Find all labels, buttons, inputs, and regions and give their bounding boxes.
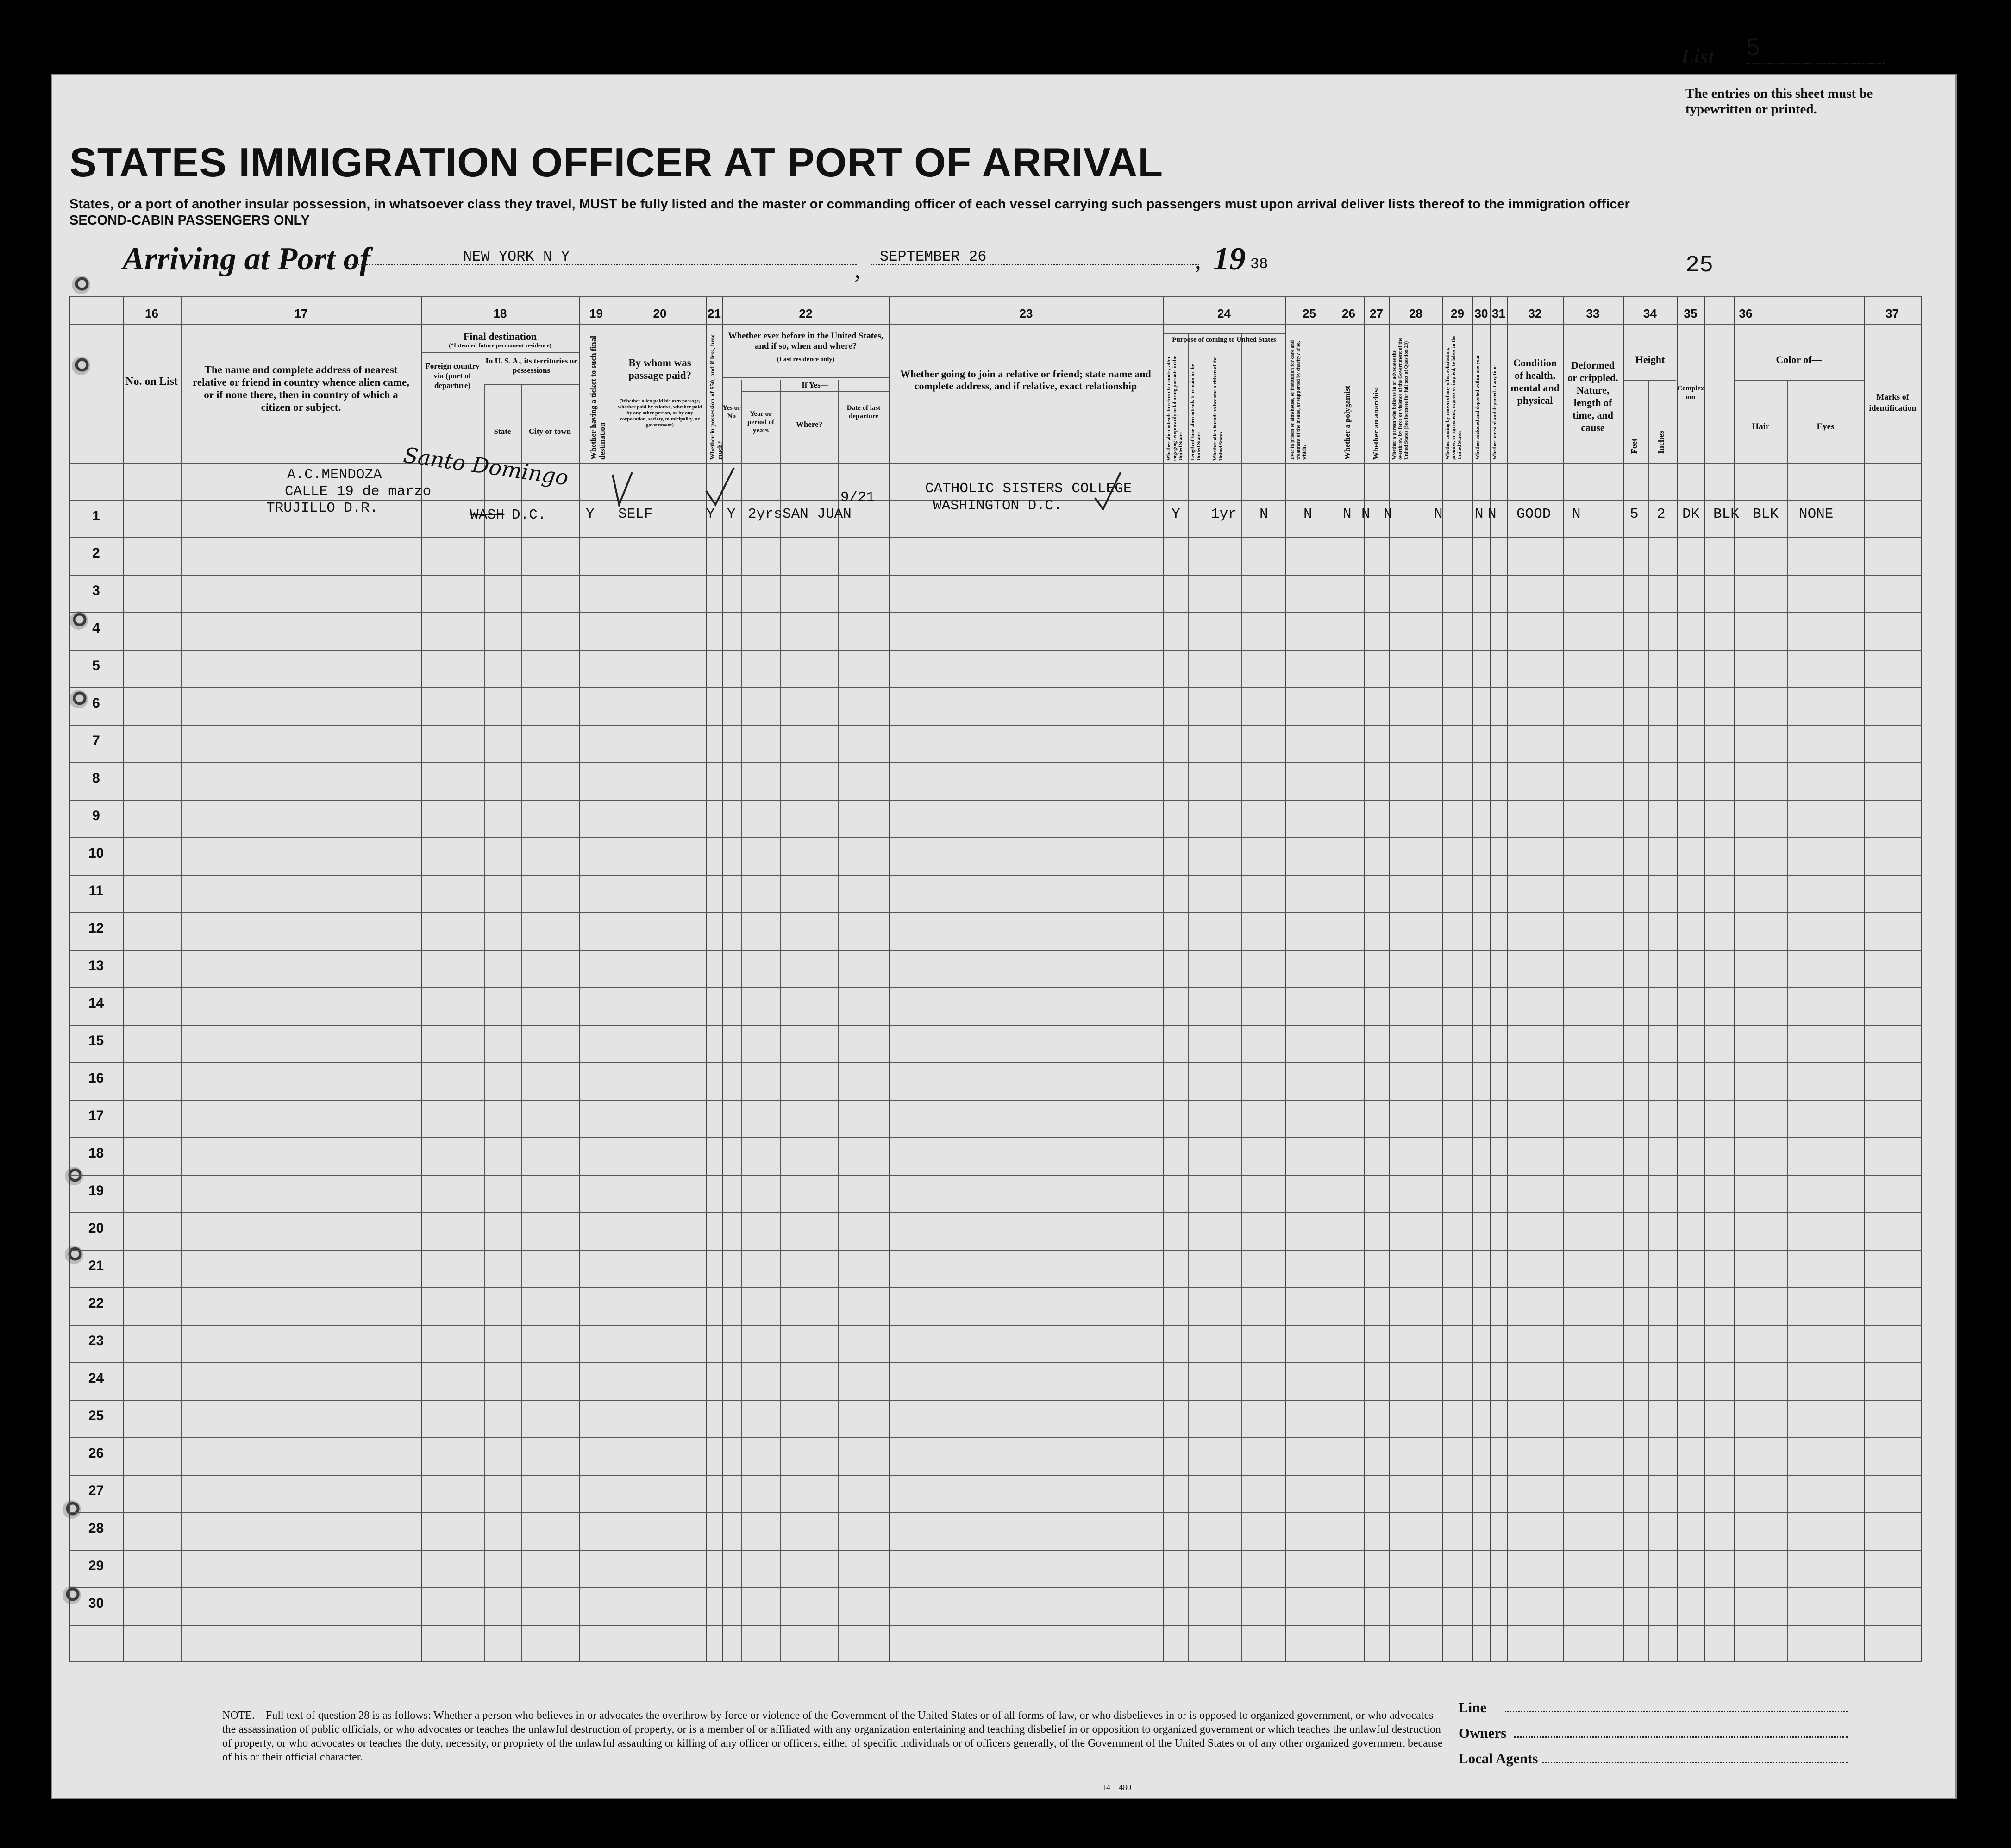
row-number: 10 — [88, 846, 104, 861]
column-number: 30 — [1474, 307, 1488, 320]
column-number: 18 — [493, 307, 507, 320]
manifest-table — [69, 296, 1922, 1662]
header-hair: Hair — [1752, 422, 1770, 432]
row-number: 25 — [88, 1408, 104, 1423]
header-anarchist: Whether an anarchist — [1372, 386, 1380, 460]
header-health: Condition of health, mental and physical — [1510, 357, 1560, 406]
header-inches: Inches — [1656, 430, 1666, 454]
row-number: 5 — [92, 658, 100, 673]
header-by-whom-paid: By whom was passage paid? — [628, 357, 692, 381]
header-year-period: Year or period of years — [747, 410, 774, 434]
header-usa: In U. S. A., its territories or possessions — [485, 357, 577, 375]
list-label: List — [1681, 44, 1714, 68]
header-excluded: Whether excluded and deported within one year — [1475, 355, 1480, 460]
passenger-class: SECOND-CABIN PASSENGERS ONLY — [69, 213, 310, 228]
line-fill — [1505, 1711, 1848, 1712]
deported-value: N — [1488, 506, 1497, 522]
header-complexion: Complexion — [1677, 385, 1704, 401]
header-color-of: Color of— — [1776, 354, 1822, 365]
destination-city: D.C. — [512, 507, 546, 523]
column-number: 37 — [1886, 307, 1899, 320]
period-value: 2yrs — [748, 506, 783, 522]
column-number: 32 — [1528, 307, 1542, 320]
header-arrested: Whether arrested and deported at any time — [1492, 365, 1497, 460]
sheet-number: 25 — [1685, 252, 1714, 279]
header-deformed: Deformed or crippled. Nature, length of time, and cause — [1567, 359, 1618, 433]
join-relative-line1: CATHOLIC SISTERS COLLEGE — [925, 481, 1132, 497]
complexion-value: DK — [1682, 506, 1700, 522]
row-number: 7 — [92, 733, 100, 748]
row-number: 23 — [88, 1333, 104, 1348]
relative-city: TRUJILLO D.R. — [266, 500, 378, 516]
row-number: 6 — [92, 695, 100, 711]
paid-by-value: SELF — [618, 506, 653, 522]
row-number: 15 — [88, 1033, 104, 1048]
height-inches-value: 2 — [1657, 506, 1666, 522]
polygamist-value: N — [1343, 506, 1352, 522]
arriving-label: Arriving at Port of — [123, 241, 370, 277]
row-number: 8 — [92, 771, 100, 786]
header-yes-or-no: Yes or No — [722, 404, 741, 420]
purpose-citizen-value: N — [1259, 506, 1268, 522]
anarchist-value: N — [1361, 506, 1370, 522]
comma-separator: , — [854, 255, 861, 284]
purpose-length-value: 1yr — [1211, 506, 1237, 522]
header-final-destination: Final destination — [463, 331, 537, 342]
year-prefix: 19 — [1213, 241, 1246, 277]
row-number: 27 — [88, 1483, 104, 1498]
join-relative-line2: WASHINGTON D.C. — [933, 498, 1063, 514]
row-number: 29 — [88, 1558, 104, 1573]
header-feet: Feet — [1629, 439, 1639, 454]
row-number: 20 — [88, 1221, 104, 1236]
column-number: 28 — [1409, 307, 1422, 320]
header-join-relative: Whether going to join a relative or friend; state name and complete address, and if relative, exact relationship — [900, 368, 1151, 392]
column-number: 31 — [1492, 307, 1505, 320]
column-number: 19 — [589, 307, 603, 320]
header-eyes: Eyes — [1817, 422, 1835, 432]
excluded-value: N — [1475, 506, 1484, 522]
column-number: 33 — [1586, 307, 1600, 320]
header-where: Where? — [796, 420, 823, 429]
row-number: 4 — [92, 620, 100, 636]
marks-value: NONE — [1799, 506, 1834, 522]
column-number: 17 — [294, 307, 308, 320]
header-height: Height — [1635, 354, 1665, 365]
header-if-yes: If Yes— — [802, 381, 828, 389]
column-number: 22 — [799, 307, 813, 320]
row-number: 24 — [88, 1371, 104, 1386]
last-departure-value: 9/21 — [840, 489, 875, 506]
comma-separator: , — [1195, 246, 1201, 275]
prison-value: N — [1303, 506, 1312, 522]
owners-label: Owners — [1459, 1725, 1507, 1741]
port-value: NEW YORK N Y — [463, 248, 570, 265]
port-fill-line — [347, 264, 857, 265]
punch-hole-icon — [72, 276, 90, 294]
eyes-value: BLK — [1753, 506, 1779, 522]
list-number: 5 — [1746, 35, 1885, 64]
row-number: 17 — [88, 1108, 104, 1123]
row-number: 26 — [88, 1446, 104, 1461]
header-polygamist: Whether a polygamist — [1343, 385, 1352, 460]
column-number: 21 — [708, 307, 721, 320]
header-foreign-country: Foreign country via (port of departure) — [425, 362, 480, 390]
owners-fill — [1514, 1736, 1848, 1738]
header-offer: Whether coming by reason of any offer, solicitation, promise, or agreement, express or implied, to labor in the United States — [1445, 335, 1462, 460]
year-suffix: 38 — [1250, 256, 1268, 273]
typewritten-note: The entries on this sheet must be typewritten or printed. — [1685, 86, 1873, 117]
column-number: 23 — [1019, 307, 1033, 320]
header-purpose: Purpose of coming to United States — [1172, 336, 1276, 344]
header-purpose-citizen: Whether alien intends to become a citizen of the United States — [1212, 357, 1224, 461]
header-final-destination-note: (*Intended future permanent residence) — [449, 342, 551, 349]
form-title: STATES IMMIGRATION OFFICER AT PORT OF ARRIVAL — [69, 139, 1164, 185]
deformed-value: N — [1572, 506, 1581, 522]
offer-value: N — [1434, 506, 1443, 522]
header-ever-before-note: (Last residence only) — [777, 356, 835, 363]
health-value: GOOD — [1516, 506, 1551, 522]
header-last-departure: Date of last departure — [846, 404, 881, 420]
header-prison: Ever in prison or almshouse, or institution for care and treatment of the insane, or supported by charity? If so, which? — [1290, 340, 1307, 460]
check-mark-icon — [704, 465, 736, 512]
question-28-note: NOTE.—Full text of question 28 is as follows: Whether a person who believes in or advocates the overthrow by force or violence of the Government of the United States or of all forms of law, or who disbelieves in or is opposed to organized government, or who advocates the assassination of public officials, or who advocates or teaches the unlawful destruction of property, or is a member of or affiliated with any organization entertaining and teaching disbelief in or opposition to organized government or which teaches the unlawful destruction of property, or who advocates or teaches the duty, necessity, or propriety of the unlawful assaulting or killing of any officer or officers, either of specific individuals or of officers generally, of the Government of the United States or of any other organized government because of his or their official character. — [222, 1710, 1443, 1763]
local-agents-label: Local Agents — [1459, 1750, 1538, 1767]
line-label: Line — [1459, 1699, 1487, 1716]
row-number: 14 — [88, 996, 104, 1011]
row-number: 19 — [88, 1183, 104, 1198]
column-number: 34 — [1643, 307, 1657, 320]
purpose-return-value: Y — [1172, 506, 1180, 522]
row-number: 22 — [88, 1296, 104, 1311]
overthrow-value: N — [1384, 506, 1392, 522]
ever-before-value: Y — [727, 506, 736, 522]
check-mark-icon — [1093, 470, 1125, 516]
destination-state: WASH — [470, 507, 505, 523]
relative-street: CALLE 19 de marzo — [285, 483, 432, 500]
header-relative-address: The name and complete address of nearest relative or friend in country whence alien came, or if none there, then in country of which a citizen or subject. — [192, 364, 409, 413]
header-fifty-dollars: Whether in possession of $50, and if less, how much? — [709, 334, 724, 460]
row-number: 2 — [92, 545, 100, 561]
column-number: 29 — [1451, 307, 1464, 320]
check-mark-icon — [609, 470, 637, 512]
row-number: 16 — [88, 1071, 104, 1086]
header-no-on-list: No. on List — [125, 376, 178, 388]
relative-name: A.C.MENDOZA — [287, 467, 382, 483]
header-purpose-length: Length of time alien intends to remain in the United States — [1190, 364, 1202, 461]
header-ticket: Whether having a ticket to such final destination — [589, 336, 607, 460]
column-number: 27 — [1370, 307, 1383, 320]
row-number: 1 — [92, 508, 100, 524]
local-agents-fill — [1542, 1762, 1848, 1763]
header-marks: Marks of identification — [1869, 392, 1917, 413]
column-number: 20 — [653, 307, 667, 320]
header-ever-before: Whether ever before in the United States, and if so, when and where? — [728, 331, 883, 351]
hair-value: BLK — [1713, 506, 1739, 522]
instruction-text: States, or a port of another insular possession, in whatsoever class they travel, MUST be fully listed and the master or commanding officer of each vessel carrying such passengers must upon arrival deliver lists thereof to the immigration officer — [69, 197, 1630, 212]
where-value: SAN JUAN — [783, 506, 852, 522]
height-feet-value: 5 — [1630, 506, 1639, 522]
column-number: 24 — [1217, 307, 1231, 320]
row-number: 13 — [88, 958, 104, 973]
header-state: State — [494, 427, 511, 436]
ticket-value: Y — [586, 506, 595, 522]
arrival-date: SEPTEMBER 26 — [880, 248, 987, 265]
column-number: 26 — [1342, 307, 1355, 320]
column-number: 16 — [145, 307, 158, 320]
header-city: City or town — [528, 427, 571, 436]
row-number: 12 — [88, 921, 104, 936]
row-number: 18 — [88, 1146, 104, 1161]
header-by-whom-paid-note: (Whether alien paid his own passage, whether paid by relative, whether paid by any other person, or by any corporation, society, municipality, or government) — [618, 398, 702, 428]
form-number: 14—480 — [1102, 1783, 1131, 1792]
row-number: 9 — [92, 808, 100, 823]
row-number: 28 — [88, 1521, 104, 1536]
fifty-dollars-value: Y — [706, 506, 715, 522]
row-number: 3 — [92, 583, 100, 598]
column-number: 25 — [1303, 307, 1316, 320]
column-number: 36 — [1739, 307, 1753, 320]
column-number: 35 — [1684, 307, 1698, 320]
row-number: 30 — [88, 1596, 104, 1611]
handwritten-destination: Santo Domingo — [401, 442, 570, 490]
row-number: 21 — [88, 1258, 104, 1273]
header-purpose-return: Whether alien intends to return to country after engaging temporarily in laboring pursuits in the United States — [1166, 356, 1184, 461]
row-number: 11 — [88, 883, 104, 898]
header-overthrow: Whether a person who believes in or advocates the overthrow by force or violence of the Government of the United States (See footnote for full text of Question 28) — [1391, 338, 1409, 460]
